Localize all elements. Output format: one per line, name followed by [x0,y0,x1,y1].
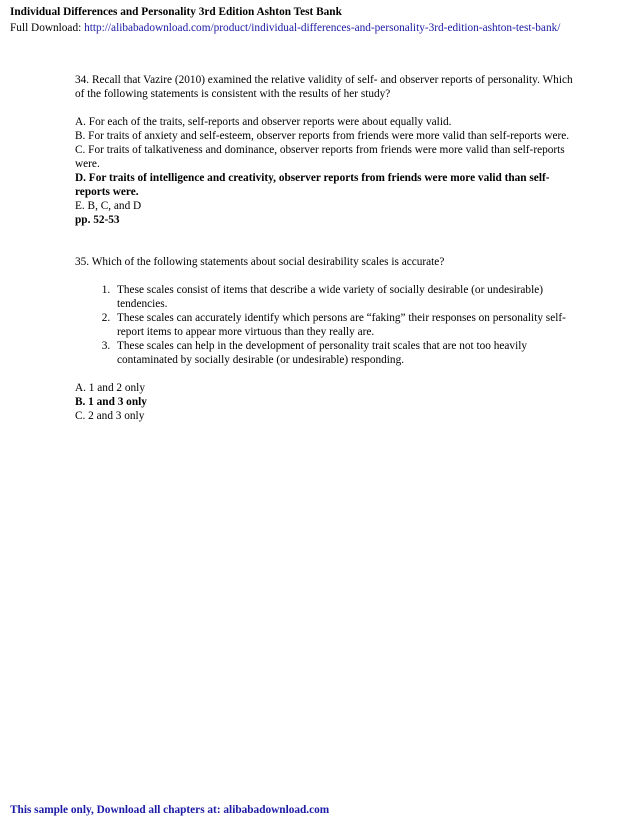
question-35 [75,255,575,423]
download-label: Full Download: [10,22,85,34]
q35-option-a: A. 1 and 2 only [75,382,145,394]
q35-option-c: C. 2 and 3 only [75,410,145,422]
document-title: Individual Differences and Personality 3rd Edition Ashton Test Bank [10,6,342,18]
question-35-stem: 35. Which of the following statements about social desirability scales is accurate? [75,256,445,268]
question-34 [75,73,575,227]
download-line [10,20,560,36]
q34-option-d-answer: D. For traits of intelligence and creativity, observer reports from friends were more valid than self-reports were. [75,172,550,198]
page-header [10,4,560,36]
q34-option-c: C. For traits of talkativeness and dominance, observer reports from friends were more valid than self-reports were. [75,144,565,170]
download-link[interactable]: http://alibabadownload.com/product/individual-differences-and-personality-3rd-edition-ashton-test-bank/ [84,22,561,34]
q34-option-b: B. For traits of anxiety and self-esteem, observer reports from friends were more valid than self-reports were. [75,130,570,142]
page-footer[interactable]: This sample only, Download all chapters at: alibabadownload.com [10,804,330,816]
question-34-stem: 34. Recall that Vazire (2010) examined the relative validity of self- and observer reports of personality. Which of the following statements is consistent with the results of her study? [75,74,573,100]
q34-option-a: A. For each of the traits, self-reports and observer reports were about equally valid. [75,116,452,128]
q35-statement-1: 1. These scales consist of items that describe a wide variety of socially desirable (or undesirable) tendencies. [113,283,575,311]
q34-option-e: E. B, C, and D [75,200,142,212]
question-content [75,73,575,423]
q34-page-reference: pp. 52-53 [75,214,120,226]
q35-statement-list [75,283,575,367]
q35-option-b-answer: B. 1 and 3 only [75,396,147,408]
q35-statement-3: 3. These scales can help in the development of personality trait scales that are not too heavily contaminated by socially desirable (or undesirable) responding. [113,339,575,367]
q35-statement-2: 2. These scales can accurately identify which persons are “faking” their responses on personality self-report items to appear more virtuous than they really are. [113,311,575,339]
